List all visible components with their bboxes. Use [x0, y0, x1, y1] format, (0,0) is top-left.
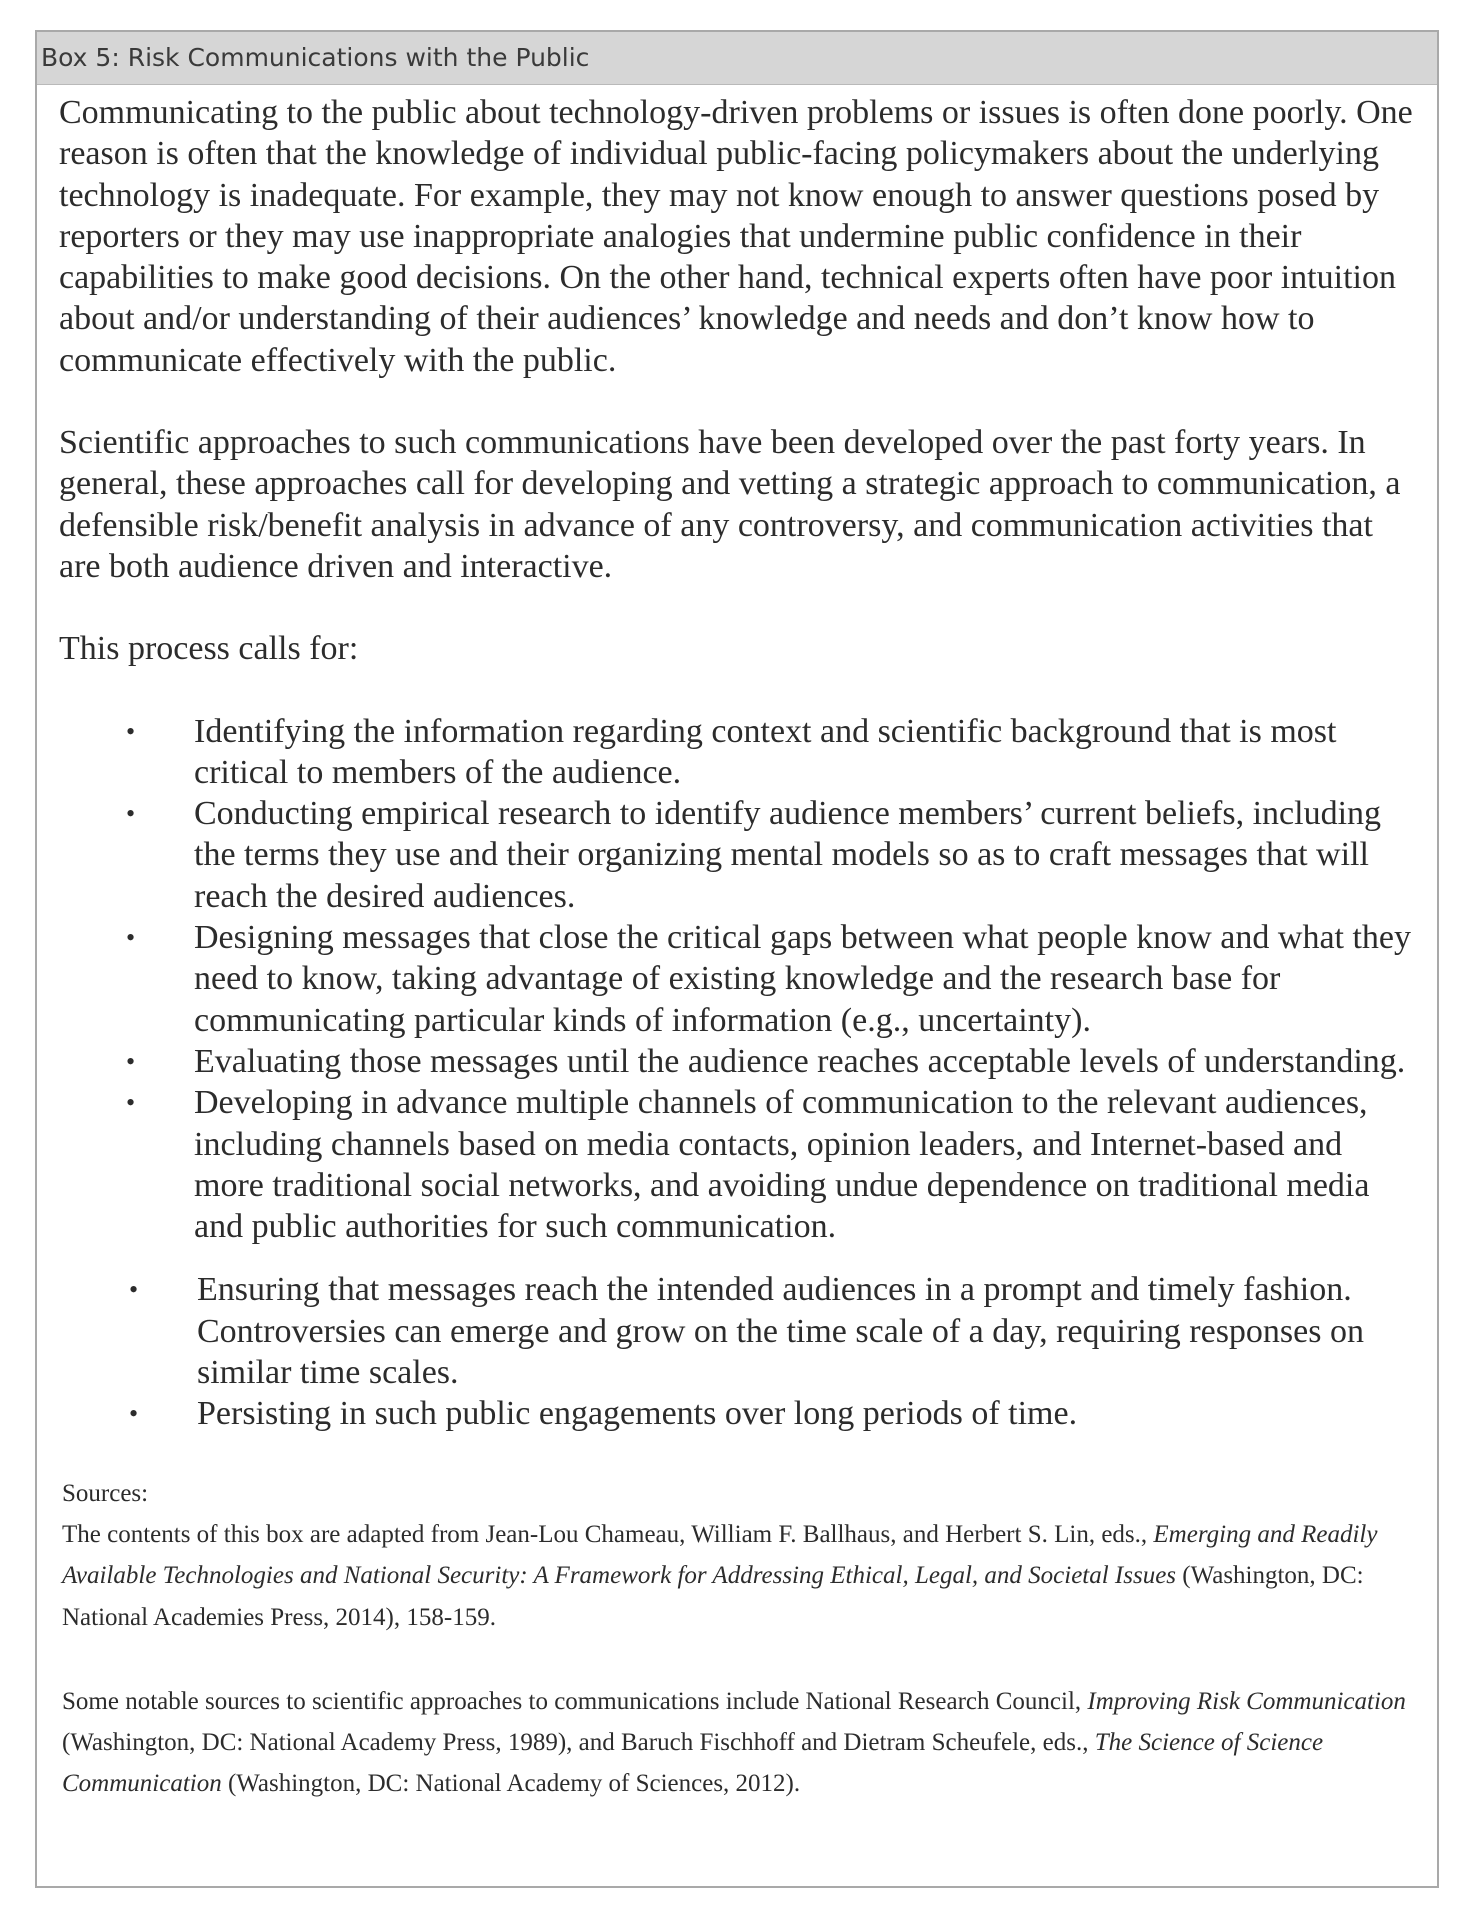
source-text: The contents of this box are adapted from Jean-Lou Chameau, William F. Ballhaus, and Herbert S. Lin, eds., [62, 1520, 1154, 1548]
sources-heading: Sources: [62, 1479, 149, 1507]
source-title: Improving Risk Communication [1087, 1687, 1406, 1715]
process-bullet-list-continued [59, 1269, 1415, 1434]
list-item-text: Identifying the information regarding context and scientific background that is most critical to members of the audience. [194, 712, 1337, 791]
bullet-icon: • [126, 1088, 136, 1118]
sources-section [59, 1473, 1415, 1805]
source-text: (Washington, DC: National Academy of Sciences, 2012). [221, 1770, 801, 1798]
bullet-icon: • [129, 1399, 139, 1429]
source-title: Emerging and Readily Available Technologies and National Security: A Framework for Addressing Ethical, Legal, and Societal Issues [62, 1520, 1378, 1590]
paragraph-approaches: Scientific approaches to such communications have been developed over the past forty years. In general, these approaches call for developing and vetting a strategic approach to communication, a defensible risk/benefit analysis in advance of any controversy, and communication activities that are both audience driven and interactive. [59, 424, 1401, 585]
list-item-text: Persisting in such public engagements over long periods of time. [197, 1395, 1078, 1433]
list-item-text: Developing in advance multiple channels of communication to the relevant audiences, including channels based on media contacts, opinion leaders, and Internet-based and more traditional social networks, and avoiding undue dependence on traditional media and public authorities for such communication. [194, 1084, 1370, 1246]
source-text: (Washington, DC: National Academies Press, 2014), 158-159. [62, 1562, 1364, 1631]
list-item [59, 1393, 1415, 1434]
list-item-text: Ensuring that messages reach the intended audiences in a prompt and timely fashion. Controversies can emerge and grow on the time scale of a day, requiring responses on similar time scales. [197, 1271, 1364, 1392]
list-item-text: Evaluating those messages until the audience reaches acceptable levels of understanding. [194, 1042, 1406, 1080]
list-item-text: Designing messages that close the critical gaps between what people know and what they need to know, taking advantage of existing knowledge and the research base for communicating particular kinds of information (e.g., uncertainty). [194, 919, 1412, 1039]
bullet-icon: • [126, 799, 136, 829]
process-lead-in: This process calls for: [59, 630, 359, 668]
list-item [59, 711, 1415, 794]
source-entry-notable [62, 1681, 1415, 1805]
list-item [59, 917, 1415, 1041]
source-text: (Washington, DC: National Academy Press, 1989), and Baruch Fischhoff and Dietram Scheufele, eds., [62, 1729, 1095, 1757]
box-content [59, 92, 1415, 1805]
list-item [59, 1041, 1415, 1082]
list-item [59, 793, 1415, 917]
process-bullet-list [59, 711, 1415, 1248]
source-entry-chameau [62, 1514, 1415, 1638]
list-item [59, 1269, 1415, 1393]
bullet-icon: • [129, 1275, 139, 1305]
bullet-icon: • [126, 1046, 136, 1076]
source-text: Some notable sources to scientific approaches to communications include National Research Council, [62, 1687, 1088, 1715]
box-title: Box 5: Risk Communications with the Public [37, 32, 1437, 85]
list-item-text: Conducting empirical research to identify audience members’ current beliefs, including the terms they use and their organizing mental models so as to craft messages that will reach the desired audiences. [194, 795, 1382, 915]
bullet-icon: • [126, 923, 136, 953]
list-item [59, 1082, 1415, 1247]
risk-communications-box [35, 30, 1439, 1888]
bullet-icon: • [126, 716, 136, 746]
paragraph-intro: Communicating to the public about technology-driven problems or issues is often done poorly. One reason is often that the knowledge of individual public-facing policymakers about the underlying technology is inadequate. For example, they may not know enough to answer questions posed by reporters or they may use inappropriate analogies that undermine public confidence in their capabilities to make good decisions. On the other hand, technical experts often have poor intuition about and/or understanding of their audiences’ knowledge and needs and don’t know how to communicate effectively with the public. [59, 94, 1413, 379]
source-title: The Science of Science Communication [62, 1729, 1324, 1798]
